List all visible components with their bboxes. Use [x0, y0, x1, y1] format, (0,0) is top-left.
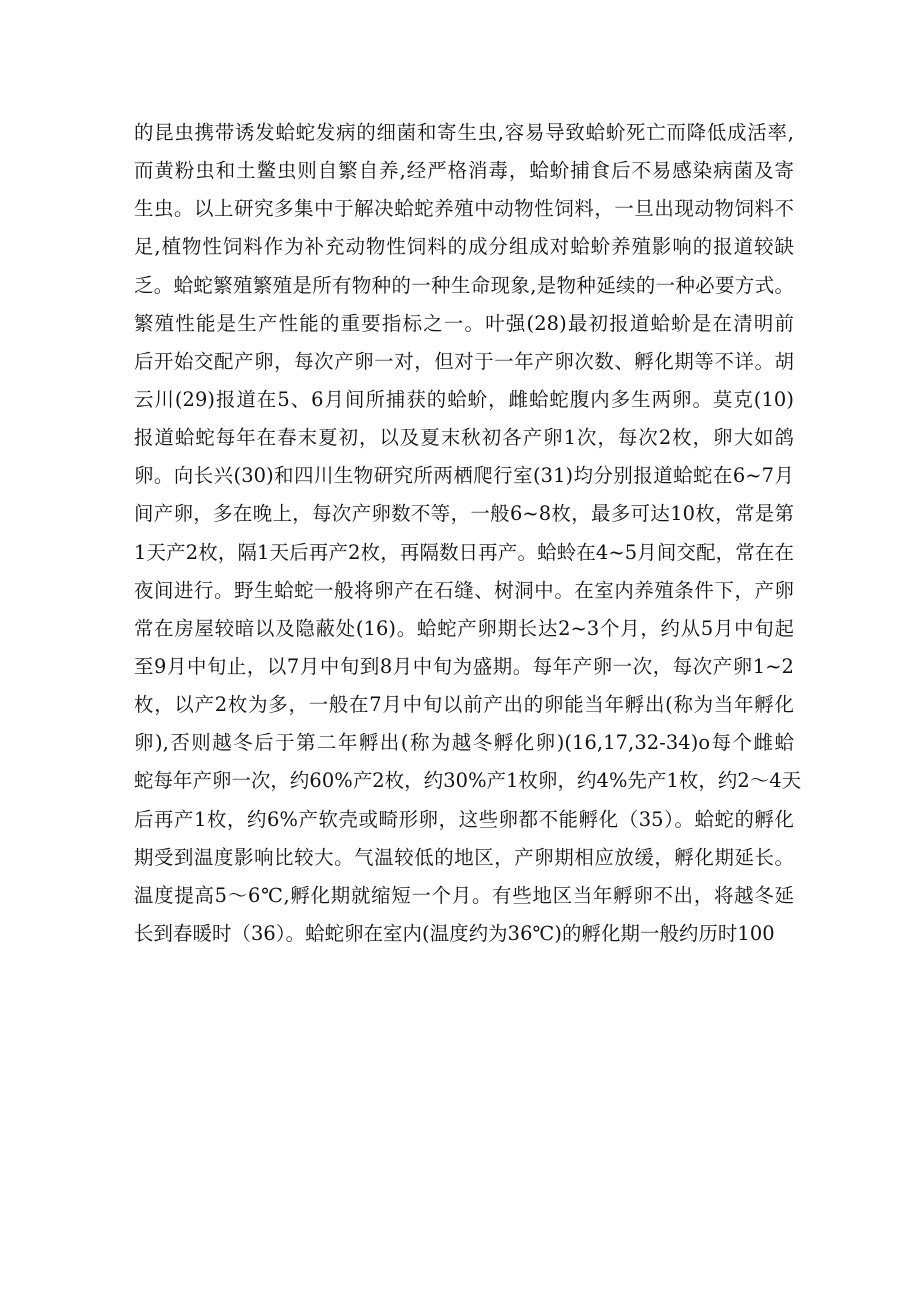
- text-line: 间产卵，多在晚上，每次产卵数不等，一般6~8枚，最多可达10枚，常是第: [134, 502, 794, 526]
- text-line: 枚，以产2枚为多，一般在7月中旬以前产出的卵能当年孵出(称为当年孵化: [134, 693, 794, 717]
- text-line: 卵。向长兴(30)和四川生物研究所两栖爬行室(31)均分别报道蛤蛇在6~7月: [134, 464, 794, 488]
- text-line: 后再产1枚，约6%产软壳或畸形卵，这些卵都不能孵化（35）。蛤蛇的孵化: [134, 807, 794, 831]
- text-line: 温度提高5～6℃,孵化期就缩短一个月。有些地区当年孵卵不出，将越冬延: [134, 883, 794, 907]
- text-line: 报道蛤蛇每年在春末夏初，以及夏末秋初各产卵1次，每次2枚，卵大如鸽: [134, 426, 794, 450]
- text-line: 夜间进行。野生蛤蛇一般将卵产在石缝、树洞中。在室内养殖条件下，产卵: [134, 578, 794, 602]
- text-line: 卵),否则越冬后于第二年孵出(称为越冬孵化卵)(16,17,32-34)o每个雌蛤: [134, 731, 794, 755]
- text-line: 蛇每年产卵一次，约60%产2枚，约30%产1枚卵，约4%先产1枚，约2～4天: [134, 769, 802, 793]
- text-line: 后开始交配产卵，每次产卵一对，但对于一年产卵次数、孵化期等不详。胡: [134, 349, 794, 373]
- text-line: 足,植物性饲料作为补充动物性饲料的成分组成对蛤蚧养殖影响的报道较缺: [134, 235, 794, 259]
- text-line: 乏。蛤蛇繁殖繁殖是所有物种的一种生命现象,是物种延续的一种必要方式。: [134, 273, 794, 297]
- text-line: 云川(29)报道在5、6月间所捕获的蛤蚧，雌蛤蛇腹内多生两卵。莫克(10): [134, 387, 794, 411]
- text-line: 1天产2枚，隔1天后再产2枚，再隔数日再产。蛤蛉在4~5月间交配，常在在: [134, 540, 794, 564]
- text-line: 的昆虫携带诱发蛤蛇发病的细菌和寄生虫,容易导致蛤蚧死亡而降低成活率,: [134, 121, 794, 144]
- text-line: 繁殖性能是生产性能的重要指标之一。叶强(28)最初报道蛤蚧是在清明前: [134, 311, 794, 335]
- text-line: 至9月中旬止，以7月中旬到8月中旬为盛期。每年产卵一次，每次产卵1~2: [134, 654, 794, 678]
- text-line: 长到春暖时（36）。蛤蛇卵在室内(温度约为36℃)的孵化期一般约历时100: [134, 921, 775, 945]
- text-line: 期受到温度影响比较大。气温较低的地区，产卵期相应放缓，孵化期延长。: [134, 845, 794, 869]
- text-line: 而黄粉虫和土鳖虫则自繁自养,经严格消毒，蛤蚧捕食后不易感染病菌及寄: [134, 159, 794, 183]
- body-paragraph: [134, 114, 802, 953]
- text-line: 常在房屋较暗以及隐蔽处(16)。蛤蛇产卵期长达2~3个月，约从5月中旬起: [134, 616, 794, 640]
- text-line: 生虫。以上研究多集中于解决蛤蛇养殖中动物性饲料，一旦出现动物饲料不: [134, 197, 794, 221]
